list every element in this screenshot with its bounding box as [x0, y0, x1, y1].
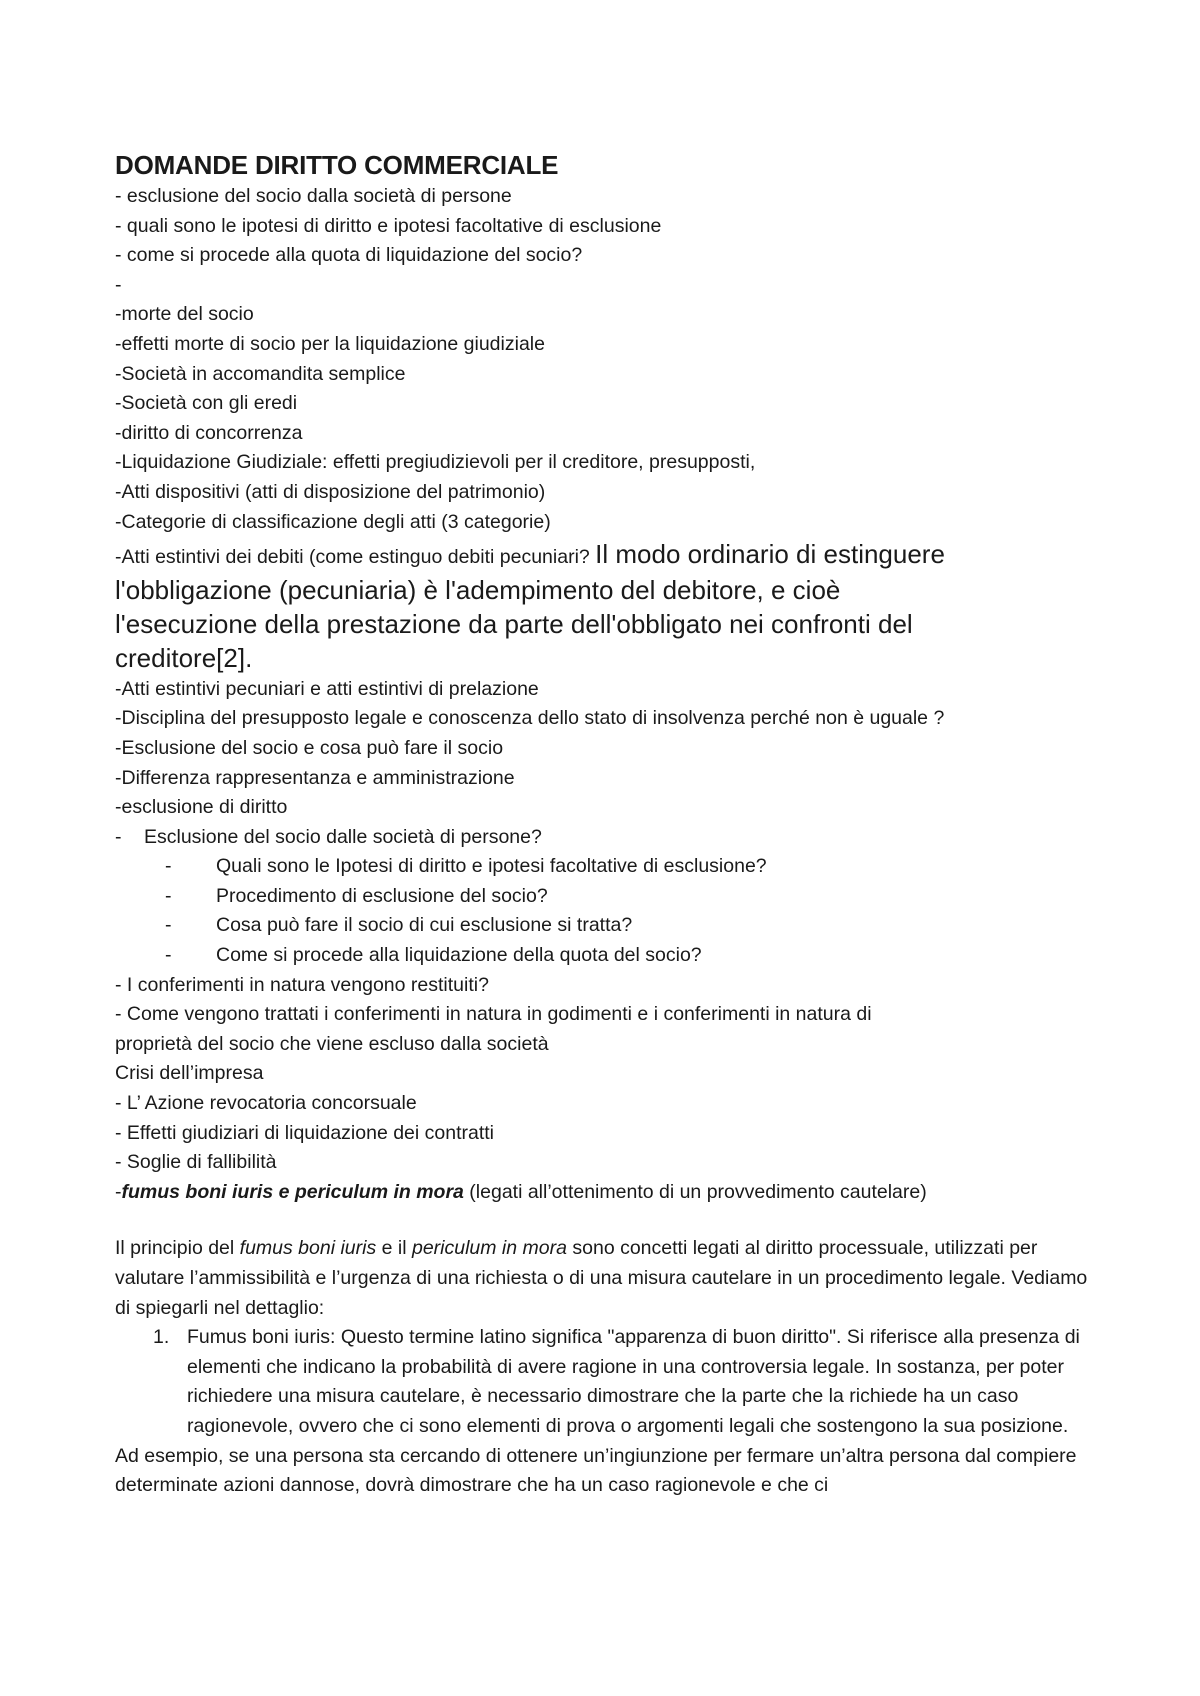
text-line: - I conferimenti in natura vengono restituiti? [115, 973, 489, 996]
list-dash: - [165, 855, 172, 878]
text-line: -Disciplina del presupposto legale e conoscenza dello stato di insolvenza perché non è uguale ? [115, 707, 945, 730]
sublist-item [115, 941, 1095, 971]
list-dash: - [165, 914, 172, 937]
list-dash: - [165, 944, 172, 967]
text-line: -esclusione di diritto [115, 796, 288, 819]
sublist-item-text: Come si procede alla liquidazione della quota del socio? [216, 944, 702, 967]
intro-part: sono concetti legati al diritto processuale, utilizzati per valutare l’ammissibilità e l’urgenza di una richiesta o di una misura cautelare in un procedimento legale. Vediamo di spiegarli nel dettaglio: [115, 1237, 1088, 1319]
text-line: - Soglie di fallibilità [115, 1151, 277, 1174]
text-line: Crisi dell’impresa [115, 1062, 264, 1085]
text-line: -Esclusione del socio e cosa può fare il socio [115, 736, 504, 759]
text-line: - L’ Azione revocatoria concorsuale [115, 1092, 417, 1115]
text-line: - esclusione del socio dalla società di persone [115, 185, 512, 207]
sublist-item [115, 852, 1095, 882]
sublist-item [115, 911, 1095, 941]
ordered-list-item [115, 1323, 1095, 1441]
text-line: -effetti morte di socio per la liquidazione giudiziale [115, 332, 545, 355]
text-line: -Atti estintivi pecuniari e atti estintivi di prelazione [115, 677, 539, 700]
text-line: - Come vengono trattati i conferimenti in natura in godimenti e i conferimenti in natura di [115, 1003, 872, 1026]
text-line: -Società con gli eredi [115, 392, 298, 415]
text-line: - [115, 273, 122, 296]
text-line: -Liquidazione Giudiziale: effetti pregiudizievoli per il creditore, presupposti, [115, 451, 756, 474]
text-line: proprietà del socio che viene escluso dalla società [115, 1032, 549, 1055]
text-line: -Atti dispositivi (atti di disposizione del patrimonio) [115, 480, 546, 503]
list-item-text: Esclusione del socio dalle società di persone? [144, 825, 542, 848]
fumus-bold-italic: fumus boni iuris e periculum in mora [121, 1180, 464, 1203]
list-number: 1. [153, 1326, 170, 1349]
text-line: -Società in accomandita semplice [115, 362, 406, 385]
fumus-dash: - [115, 1180, 122, 1203]
sublist-item-text: Procedimento di esclusione del socio? [216, 884, 548, 907]
mixed-small-text: -Atti estintivi dei debiti (come estinguo debiti pecuniari? [115, 546, 596, 569]
sublist-item [115, 882, 1095, 912]
document-body [115, 148, 1095, 1501]
text-line: -diritto di concorrenza [115, 421, 303, 444]
list-dash: - [165, 884, 172, 907]
mixed-large-text: Il modo ordinario di estinguere [595, 539, 945, 570]
list-item [115, 823, 1095, 853]
text-line: - come si procede alla quota di liquidazione del socio? [115, 244, 583, 267]
text-line: -Categorie di classificazione degli atti (3 categorie) [115, 510, 551, 533]
text-line: -Differenza rappresentanza e amministrazione [115, 766, 515, 789]
text-line: - Effetti giudiziari di liquidazione dei contratti [115, 1121, 495, 1144]
fumus-line [115, 1178, 1095, 1208]
intro-part: e il [376, 1237, 412, 1260]
intro-part: Il principio del [115, 1237, 240, 1260]
large-text-line: l'esecuzione della prestazione da parte dell'obbligato nei confronti del [115, 608, 913, 639]
large-text-line: creditore[2]. [115, 642, 253, 673]
mixed-size-line [115, 537, 1095, 573]
text-line: - quali sono le ipotesi di diritto e ipotesi facoltative di esclusione [115, 214, 662, 237]
fumus-rest: (legati all’ottenimento di un provvedimento cautelare) [463, 1180, 927, 1203]
large-text-line: l'obbligazione (pecuniaria) è l'adempimento del debitore, e cioè [115, 574, 841, 605]
ordered-list-text: Fumus boni iuris: Questo termine latino significa "apparenza di buon diritto". Si riferisce alla presenza di elementi che indicano la probabilità di avere ragione in una controversia legale. In sostanza, per poter richiedere una misura cautelare, è necessario dimostrare che la parte che la richiede ha un caso ragionevole, ovvero che ci sono elementi di prova o argomenti legali che sostengono la sua posizione. [187, 1326, 1080, 1437]
final-paragraph: Ad esempio, se una persona sta cercando di ottenere un’ingiunzione per fermare un’altra persona dal compiere determinate azioni dannose, dovrà dimostrare che ha un caso ragionevole e che ci [115, 1444, 1077, 1497]
sublist-item-text: Cosa può fare il socio di cui esclusione si tratta? [216, 914, 633, 937]
sublist-item-text: Quali sono le Ipotesi di diritto e ipotesi facoltative di esclusione? [216, 855, 767, 878]
text-line: -morte del socio [115, 303, 254, 326]
intro-paragraph [115, 1234, 1095, 1323]
list-dash: - [115, 825, 122, 848]
intro-italic: fumus boni iuris [239, 1237, 377, 1260]
paragraph-gap [115, 1207, 1095, 1234]
document-title: DOMANDE DIRITTO COMMERCIALE [115, 150, 559, 180]
intro-italic: periculum in mora [411, 1237, 567, 1260]
